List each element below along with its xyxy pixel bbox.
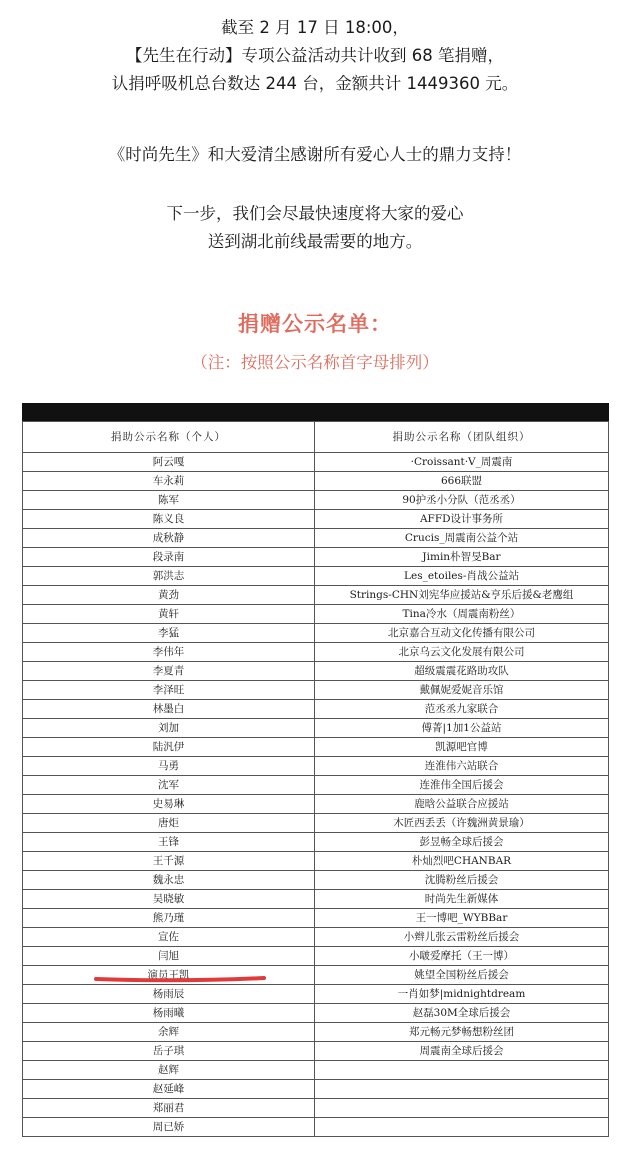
organization-donor-cell: 一肖如梦|midnightdream [315,985,609,1004]
organization-donor-cell: 小啵爱摩托（王一博） [315,947,609,966]
individual-donor-cell: 赵延峰 [23,1080,315,1099]
organization-donor-cell: 沈腾粉丝后援会 [315,871,609,890]
individual-donor-cell: 阿云嘎 [23,453,315,472]
individual-donor-cell: 宣佐 [23,928,315,947]
individual-donor-cell: 杨雨辰 [23,985,315,1004]
list-title: 捐赠公示名单： [238,312,392,336]
organization-donor-cell: 超级震震花路助攻队 [315,662,609,681]
table-row [23,909,609,928]
thanks-text: 《时尚先生》和大爱清尘感谢所有爱心人士的鼎力支持！ [108,145,522,164]
organization-donor-cell: AFFD设计事务所 [315,510,609,529]
organization-donor-cell: Jimin朴智旻Bar [315,548,609,567]
table-row [23,738,609,757]
organization-donor-cell: 北京乌云文化发展有限公司 [315,643,609,662]
table-row [23,624,609,643]
organization-donor-cell: 姚望全国粉丝后援会 [315,966,609,985]
table-row [23,567,609,586]
table-row [23,472,609,491]
intro-block [0,14,630,98]
organization-donor-cell: 郑元畅元梦畅想粉丝团 [315,1023,609,1042]
individual-donor-cell: 郑丽君 [23,1099,315,1118]
table-row [23,985,609,1004]
individual-donor-cell: 魏永忠 [23,871,315,890]
donor-table [22,421,609,1137]
table-row [23,833,609,852]
table-row [23,453,609,472]
next-step-block [0,200,630,256]
table-row [23,1004,609,1023]
individual-donor-cell: 李伟年 [23,643,315,662]
individual-donor-cell: 车永莉 [23,472,315,491]
thanks-block [0,141,630,169]
individual-donor-cell: 岳子琪 [23,1042,315,1061]
table-row [23,605,609,624]
individual-donor-cell: 杨雨曦 [23,1004,315,1023]
table-row [23,529,609,548]
individual-donor-cell: 成秋静 [23,529,315,548]
table-row [23,719,609,738]
individual-donor-cell: 李猛 [23,624,315,643]
next-step-line2: 送到湖北前线最需要的地方。 [207,232,423,251]
organization-donor-cell: 连淮伟全国后援会 [315,776,609,795]
table-row [23,871,609,890]
table-row [23,795,609,814]
table-row [23,776,609,795]
individual-donor-cell: 林墨白 [23,700,315,719]
table-row [23,814,609,833]
organization-donor-cell: 凯源吧官博 [315,738,609,757]
individual-donor-cell: 熊乃瑾 [23,909,315,928]
table-row [23,1042,609,1061]
organization-donor-cell [315,1118,609,1137]
table-row [23,852,609,871]
organization-donor-cell: ·Croissant·V_周震南 [315,453,609,472]
individual-donor-cell: 王千源 [23,852,315,871]
organization-donor-cell: 小辫儿张云雷粉丝后援会 [315,928,609,947]
list-note: （注：按照公示名称首字母排列） [191,353,439,372]
header-organization: 捐助公示名称（团队组织） [315,422,609,453]
individual-donor-cell: 马勇 [23,757,315,776]
table-row [23,643,609,662]
organization-donor-cell: 木匠西丢丢（许魏洲黄景瑜） [315,814,609,833]
organization-donor-cell [315,1099,609,1118]
organization-donor-cell: 连淮伟六站联合 [315,757,609,776]
table-row [23,890,609,909]
table-row [23,586,609,605]
individual-donor-cell: 陆汎伊 [23,738,315,757]
intro-donation-count: 【先生在行动】专项公益活动共计收到 68 笔捐赠， [126,46,504,65]
individual-donor-cell: 李夏青 [23,662,315,681]
individual-donor-cell: 余辉 [23,1023,315,1042]
table-row [23,681,609,700]
organization-donor-cell: 北京嘉合互动文化传播有限公司 [315,624,609,643]
table-header-bar [22,403,609,421]
organization-donor-cell: 鹿晗公益联合应援站 [315,795,609,814]
header-individual: 捐助公示名称（个人） [23,422,315,453]
table-row [23,548,609,567]
organization-donor-cell: 彭昱畅全球后援会 [315,833,609,852]
organization-donor-cell: Tina冷水（周震南粉丝） [315,605,609,624]
organization-donor-cell: Crucis_周震南公益个站 [315,529,609,548]
table-row [23,947,609,966]
individual-donor-cell: 周已娇 [23,1118,315,1137]
table-row [23,1118,609,1137]
organization-donor-cell: 王一博吧_WYBBar [315,909,609,928]
table-row [23,491,609,510]
intro-total: 认捐呼吸机总台数达 244 台，金额共计 1449360 元。 [111,74,519,93]
individual-donor-cell: 陈军 [23,491,315,510]
organization-donor-cell: 范丞丞九家联合 [315,700,609,719]
table-row [23,1080,609,1099]
organization-donor-cell: 90护丞小分队（范丞丞） [315,491,609,510]
table-header-row [23,422,609,453]
table-row [23,662,609,681]
individual-donor-cell: 唐炬 [23,814,315,833]
table-row [23,757,609,776]
organization-donor-cell [315,1061,609,1080]
individual-donor-cell: 赵辉 [23,1061,315,1080]
individual-donor-cell: 吴晓敏 [23,890,315,909]
individual-donor-cell: 沈军 [23,776,315,795]
underline-stroke [96,978,264,980]
individual-donor-cell: 李泽旺 [23,681,315,700]
intro-date: 截至 2 月 17 日 18:00， [221,18,409,37]
individual-donor-cell: 段录南 [23,548,315,567]
individual-donor-cell: 演员王凯 [23,966,315,985]
organization-donor-cell: 时尚先生新媒体 [315,890,609,909]
table-row [23,1099,609,1118]
organization-donor-cell: 666联盟 [315,472,609,491]
organization-donor-cell: 戴佩妮爱妮音乐馆 [315,681,609,700]
organization-donor-cell: 朴灿烈吧CHANBAR [315,852,609,871]
organization-donor-cell: 赵磊30M全球后援会 [315,1004,609,1023]
organization-donor-cell: 周震南全球后援会 [315,1042,609,1061]
individual-donor-cell: 王锋 [23,833,315,852]
table-row [23,928,609,947]
table-row [23,510,609,529]
organization-donor-cell: 傅菁|1加1公益站 [315,719,609,738]
table-row [23,1023,609,1042]
table-row [23,700,609,719]
table-body [23,453,609,1137]
individual-donor-cell: 郭洪志 [23,567,315,586]
individual-donor-cell: 黄轩 [23,605,315,624]
individual-donor-cell: 陈义良 [23,510,315,529]
organization-donor-cell: Les_etoiles-肖战公益站 [315,567,609,586]
organization-donor-cell [315,1080,609,1099]
table-row [23,1061,609,1080]
next-step-line1: 下一步，我们会尽最快速度将大家的爱心 [166,204,464,223]
individual-donor-cell: 闫旭 [23,947,315,966]
individual-donor-cell: 史易琳 [23,795,315,814]
red-underline-mark [94,975,266,983]
individual-donor-cell: 黄劲 [23,586,315,605]
individual-donor-cell: 刘加 [23,719,315,738]
organization-donor-cell: Strings-CHN刘宪华应援站&亨乐后援&老鹰组 [315,586,609,605]
